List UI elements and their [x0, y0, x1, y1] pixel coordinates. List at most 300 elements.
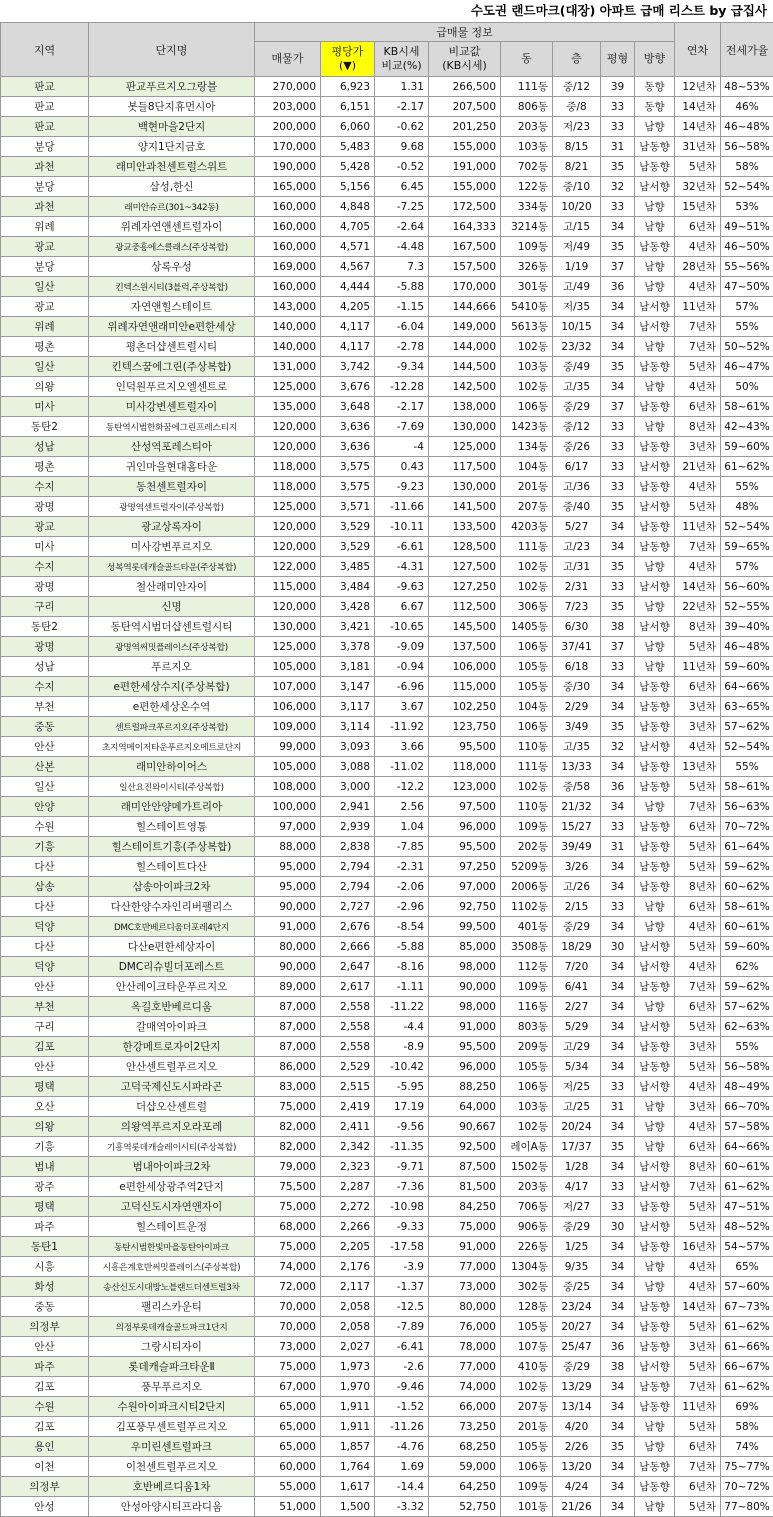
cell-complex: 옥길호반베르디움: [89, 997, 255, 1017]
cell-pyeong: 35: [601, 557, 635, 577]
table-row[interactable]: [1, 1257, 773, 1277]
cell-pyeong: 34: [601, 1257, 635, 1277]
cell-kb-diff: 7.3: [375, 257, 429, 277]
cell-complex: 다산e편한세상자이: [89, 937, 255, 957]
cell-kb-diff: -2.78: [375, 337, 429, 357]
cell-floor: 2/31: [553, 577, 601, 597]
page-title: 수도권 랜드마크(대장) 아파트 급매 리스트 by 급집사: [0, 0, 773, 22]
cell-kb-diff: -11.35: [375, 1137, 429, 1157]
table-row[interactable]: [1, 77, 773, 97]
cell-pyeong: 33: [601, 417, 635, 437]
table-row[interactable]: [1, 877, 773, 897]
cell-dong: 102동: [501, 557, 553, 577]
table-row[interactable]: [1, 657, 773, 677]
table-row[interactable]: [1, 837, 773, 857]
cell-floor: 23/24: [553, 1297, 601, 1317]
cell-per-pyeong: 4,848: [321, 197, 375, 217]
cell-region: 용인: [1, 1437, 89, 1457]
cell-jeonse: 59~62%: [721, 977, 773, 997]
cell-complex: 백현마을2단지: [89, 117, 255, 137]
cell-direction: 남향: [635, 337, 675, 357]
cell-dong: 103동: [501, 137, 553, 157]
cell-dong: 702동: [501, 157, 553, 177]
cell-per-pyeong: 6,923: [321, 77, 375, 97]
table-row[interactable]: [1, 937, 773, 957]
cell-per-pyeong: 2,794: [321, 857, 375, 877]
cell-floor: 18/29: [553, 937, 601, 957]
table-row[interactable]: [1, 1277, 773, 1297]
table-row[interactable]: [1, 557, 773, 577]
table-row[interactable]: [1, 1197, 773, 1217]
cell-per-pyeong: 3,648: [321, 397, 375, 417]
table-row[interactable]: [1, 637, 773, 657]
cell-pyeong: 37: [601, 397, 635, 417]
table-row[interactable]: [1, 1057, 773, 1077]
cell-direction: 남동향: [635, 857, 675, 877]
table-row[interactable]: [1, 137, 773, 157]
cell-price: 90,000: [255, 957, 321, 977]
table-row[interactable]: [1, 1317, 773, 1337]
cell-per-pyeong: 1,911: [321, 1397, 375, 1417]
cell-region: 수지: [1, 477, 89, 497]
cell-region: 광교: [1, 517, 89, 537]
cell-age: 6년차: [675, 1477, 721, 1497]
cell-age: 6년차: [675, 397, 721, 417]
table-row[interactable]: [1, 1497, 773, 1517]
cell-compare: 155,000: [429, 177, 501, 197]
cell-pyeong: 34: [601, 1277, 635, 1297]
cell-dong: 401동: [501, 917, 553, 937]
cell-kb-diff: -9.09: [375, 637, 429, 657]
cell-jeonse: 54~57%: [721, 1237, 773, 1257]
cell-jeonse: 61~62%: [721, 1177, 773, 1197]
cell-direction: 남향: [635, 417, 675, 437]
table-row[interactable]: [1, 677, 773, 697]
cell-complex: 래미안안양메가트리아: [89, 797, 255, 817]
cell-compare: 127,500: [429, 557, 501, 577]
cell-dong: 806동: [501, 97, 553, 117]
cell-age: 4년차: [675, 377, 721, 397]
cell-compare: 66,000: [429, 1397, 501, 1417]
header-compare-sub: (KB시세): [442, 59, 487, 72]
cell-complex: 삼성,한신: [89, 177, 255, 197]
cell-complex: DMC호반베르디움더포레4단지: [89, 917, 255, 937]
cell-compare: 87,500: [429, 1157, 501, 1177]
cell-age: 8년차: [675, 417, 721, 437]
cell-complex: 래미안하이어스: [89, 757, 255, 777]
table-row[interactable]: [1, 357, 773, 377]
cell-age: 21년차: [675, 457, 721, 477]
cell-jeonse: 52~54%: [721, 737, 773, 757]
cell-dong: 1102동: [501, 897, 553, 917]
cell-age: 16년차: [675, 1237, 721, 1257]
cell-floor: 고/26: [553, 877, 601, 897]
table-row[interactable]: [1, 437, 773, 457]
cell-region: 분당: [1, 257, 89, 277]
cell-price: 140,000: [255, 317, 321, 337]
cell-compare: 52,750: [429, 1497, 501, 1517]
cell-region: 일산: [1, 357, 89, 377]
cell-per-pyeong: 3,088: [321, 757, 375, 777]
cell-complex: 평촌더샵센트럴시티: [89, 337, 255, 357]
cell-compare: 96,000: [429, 1057, 501, 1077]
cell-age: 11년차: [675, 1397, 721, 1417]
cell-floor: 중/29: [553, 1217, 601, 1237]
header-pyeong[interactable]: 평형: [601, 42, 635, 77]
table-row[interactable]: [1, 697, 773, 717]
cell-complex: 풍무푸르지오: [89, 1377, 255, 1397]
table-row[interactable]: [1, 1157, 773, 1177]
cell-price: 190,000: [255, 157, 321, 177]
table-row[interactable]: [1, 397, 773, 417]
cell-region: 구리: [1, 597, 89, 617]
table-row[interactable]: [1, 377, 773, 397]
cell-dong: 106동: [501, 717, 553, 737]
cell-price: 108,000: [255, 777, 321, 797]
cell-kb-diff: -1.37: [375, 1277, 429, 1297]
cell-price: 87,000: [255, 1017, 321, 1037]
table-row[interactable]: [1, 1417, 773, 1437]
cell-dong: 1304동: [501, 1257, 553, 1277]
cell-price: 65,000: [255, 1437, 321, 1457]
table-row[interactable]: [1, 997, 773, 1017]
cell-region: 평택: [1, 1197, 89, 1217]
table-row[interactable]: [1, 957, 773, 977]
cell-compare: 95,500: [429, 837, 501, 857]
cell-direction: 남서향: [635, 957, 675, 977]
table-row[interactable]: [1, 1357, 773, 1377]
cell-price: 118,000: [255, 477, 321, 497]
table-row[interactable]: [1, 1117, 773, 1137]
table-row[interactable]: [1, 1457, 773, 1477]
cell-compare: 133,500: [429, 517, 501, 537]
cell-price: 99,000: [255, 737, 321, 757]
cell-region: 부천: [1, 997, 89, 1017]
cell-complex: 안성아양시티프라디움: [89, 1497, 255, 1517]
cell-kb-diff: -3.9: [375, 1257, 429, 1277]
cell-complex: 동천센트럴자이: [89, 477, 255, 497]
table-row[interactable]: [1, 537, 773, 557]
cell-kb-diff: -8.54: [375, 917, 429, 937]
cell-jeonse: 59~62%: [721, 857, 773, 877]
cell-pyeong: 37: [601, 257, 635, 277]
sort-desc-icon: (▼): [339, 59, 356, 72]
header-per-pyeong[interactable]: [321, 42, 375, 77]
cell-age: 4년차: [675, 1277, 721, 1297]
table-row[interactable]: [1, 197, 773, 217]
table-row[interactable]: [1, 917, 773, 937]
table-row[interactable]: [1, 1017, 773, 1037]
cell-price: 131,000: [255, 357, 321, 377]
cell-jeonse: 77~80%: [721, 1497, 773, 1517]
cell-direction: 남동향: [635, 1397, 675, 1417]
cell-pyeong: 34: [601, 877, 635, 897]
table-row[interactable]: [1, 1097, 773, 1117]
table-row[interactable]: [1, 857, 773, 877]
table-row[interactable]: [1, 497, 773, 517]
header-floor[interactable]: 층: [553, 42, 601, 77]
cell-region: 안산: [1, 737, 89, 757]
table-row[interactable]: [1, 717, 773, 737]
cell-dong: 102동: [501, 577, 553, 597]
cell-price: 60,000: [255, 1457, 321, 1477]
cell-jeonse: 52~54%: [721, 517, 773, 537]
cell-dong: 104동: [501, 457, 553, 477]
cell-dong: 105동: [501, 657, 553, 677]
table-row[interactable]: [1, 1397, 773, 1417]
cell-kb-diff: 3.66: [375, 737, 429, 757]
cell-price: 105,000: [255, 657, 321, 677]
table-row[interactable]: [1, 1237, 773, 1257]
table-row[interactable]: [1, 1297, 773, 1317]
cell-dong: 5209동: [501, 857, 553, 877]
cell-per-pyeong: 2,419: [321, 1097, 375, 1117]
cell-compare: 91,000: [429, 1237, 501, 1257]
table-row[interactable]: [1, 157, 773, 177]
table-row[interactable]: [1, 337, 773, 357]
cell-direction: 남동향: [635, 877, 675, 897]
header-direction[interactable]: 방향: [635, 42, 675, 77]
table-row[interactable]: [1, 1477, 773, 1497]
table-row[interactable]: [1, 897, 773, 917]
cell-jeonse: 65%: [721, 1257, 773, 1277]
cell-complex: 힐스테이트운정: [89, 1217, 255, 1237]
cell-price: 135,000: [255, 397, 321, 417]
table-row[interactable]: [1, 577, 773, 597]
cell-compare: 85,000: [429, 937, 501, 957]
cell-price: 89,000: [255, 977, 321, 997]
cell-age: 7년차: [675, 317, 721, 337]
cell-dong: 105동: [501, 1437, 553, 1457]
table-row[interactable]: [1, 1217, 773, 1237]
cell-price: 75,000: [255, 1357, 321, 1377]
cell-pyeong: 33: [601, 97, 635, 117]
cell-region: 안성: [1, 1497, 89, 1517]
cell-direction: 남향: [635, 557, 675, 577]
table-row[interactable]: [1, 277, 773, 297]
cell-region: 이천: [1, 1457, 89, 1477]
cell-per-pyeong: 3,421: [321, 617, 375, 637]
cell-age: 11년차: [675, 517, 721, 537]
header-dong[interactable]: 동: [501, 42, 553, 77]
table-row[interactable]: [1, 757, 773, 777]
cell-region: 일산: [1, 277, 89, 297]
table-row[interactable]: [1, 477, 773, 497]
table-row[interactable]: [1, 1137, 773, 1157]
cell-floor: 중/10: [553, 177, 601, 197]
cell-kb-diff: -11.92: [375, 717, 429, 737]
cell-age: 5년차: [675, 497, 721, 517]
cell-region: 일산: [1, 777, 89, 797]
table-row[interactable]: [1, 797, 773, 817]
cell-kb-diff: -7.25: [375, 197, 429, 217]
cell-direction: 남서향: [635, 937, 675, 957]
cell-direction: 남동향: [635, 1337, 675, 1357]
cell-direction: 남동향: [635, 1477, 675, 1497]
cell-kb-diff: -4: [375, 437, 429, 457]
cell-direction: 남동향: [635, 777, 675, 797]
cell-per-pyeong: 4,571: [321, 237, 375, 257]
cell-kb-diff: 2.56: [375, 797, 429, 817]
cell-per-pyeong: 1,617: [321, 1477, 375, 1497]
cell-kb-diff: -9.46: [375, 1377, 429, 1397]
table-row[interactable]: [1, 177, 773, 197]
cell-pyeong: 34: [601, 317, 635, 337]
cell-complex: 일산요진와이시티(주상복합): [89, 777, 255, 797]
table-row[interactable]: [1, 1177, 773, 1197]
header-compare[interactable]: [429, 42, 501, 77]
cell-complex: 동탄역시범더샵센트럴시티: [89, 617, 255, 637]
cell-age: 3년차: [675, 1097, 721, 1117]
cell-complex: 힐스테이트영통: [89, 817, 255, 837]
cell-floor: 5/27: [553, 517, 601, 537]
cell-price: 75,500: [255, 1177, 321, 1197]
cell-kb-diff: -12.2: [375, 777, 429, 797]
cell-dong: 226동: [501, 1237, 553, 1257]
cell-complex: 고덕신도시자연앤자이: [89, 1197, 255, 1217]
cell-kb-diff: -4.4: [375, 1017, 429, 1037]
cell-age: 31년차: [675, 137, 721, 157]
table-row[interactable]: [1, 977, 773, 997]
cell-complex: 성복역롯데캐슬골드타운(주상복합): [89, 557, 255, 577]
cell-dong: 301동: [501, 277, 553, 297]
cell-jeonse: 55%: [721, 1037, 773, 1057]
cell-per-pyeong: 2,411: [321, 1117, 375, 1137]
cell-pyeong: 34: [601, 957, 635, 977]
cell-per-pyeong: 3,428: [321, 597, 375, 617]
table-row[interactable]: [1, 317, 773, 337]
cell-compare: 128,500: [429, 537, 501, 557]
table-row[interactable]: [1, 217, 773, 237]
cell-floor: 저/35: [553, 297, 601, 317]
header-price[interactable]: 매물가: [255, 42, 321, 77]
cell-complex: 다산한양수자인리버팰리스: [89, 897, 255, 917]
table-row[interactable]: [1, 97, 773, 117]
header-age: 연차: [675, 23, 721, 77]
cell-region: 김포: [1, 1037, 89, 1057]
table-row[interactable]: [1, 777, 773, 797]
cell-floor: 4/17: [553, 1177, 601, 1197]
cell-price: 160,000: [255, 237, 321, 257]
cell-age: 5년차: [675, 1197, 721, 1217]
cell-direction: 남서향: [635, 317, 675, 337]
cell-region: 광교: [1, 237, 89, 257]
table-row[interactable]: [1, 297, 773, 317]
table-row[interactable]: [1, 617, 773, 637]
cell-age: 4년차: [675, 1257, 721, 1277]
cell-price: 106,000: [255, 697, 321, 717]
table-row[interactable]: [1, 237, 773, 257]
cell-complex: 호반베르디움1차: [89, 1477, 255, 1497]
header-kb-diff[interactable]: [375, 42, 429, 77]
cell-per-pyeong: 3,114: [321, 717, 375, 737]
table-body: [1, 77, 773, 1517]
cell-dong: 104동: [501, 697, 553, 717]
cell-compare: 95,500: [429, 1037, 501, 1057]
cell-dong: 106동: [501, 1077, 553, 1097]
cell-dong: 112동: [501, 957, 553, 977]
cell-compare: 97,250: [429, 857, 501, 877]
cell-region: 미사: [1, 537, 89, 557]
cell-direction: 남서향: [635, 617, 675, 637]
table-row[interactable]: [1, 457, 773, 477]
cell-kb-diff: 17.19: [375, 1097, 429, 1117]
cell-compare: 68,250: [429, 1437, 501, 1457]
cell-per-pyeong: 3,676: [321, 377, 375, 397]
cell-jeonse: 63~65%: [721, 697, 773, 717]
cell-direction: 남동향: [635, 817, 675, 837]
cell-region: 의왕: [1, 1117, 89, 1137]
cell-per-pyeong: 2,058: [321, 1317, 375, 1337]
cell-kb-diff: 6.45: [375, 177, 429, 197]
cell-compare: 90,000: [429, 977, 501, 997]
cell-per-pyeong: 2,272: [321, 1197, 375, 1217]
cell-direction: 남향: [635, 1277, 675, 1297]
table-row[interactable]: [1, 117, 773, 137]
cell-jeonse: 57~62%: [721, 997, 773, 1017]
cell-pyeong: 33: [601, 897, 635, 917]
cell-price: 120,000: [255, 597, 321, 617]
cell-per-pyeong: 3,575: [321, 477, 375, 497]
cell-pyeong: 31: [601, 1097, 635, 1117]
cell-pyeong: 35: [601, 237, 635, 257]
table-row[interactable]: [1, 517, 773, 537]
cell-per-pyeong: 4,117: [321, 337, 375, 357]
cell-pyeong: 34: [601, 757, 635, 777]
cell-age: 3년차: [675, 697, 721, 717]
cell-complex: 더샵오산센트럴: [89, 1097, 255, 1117]
table-row[interactable]: [1, 1077, 773, 1097]
cell-per-pyeong: 4,117: [321, 317, 375, 337]
cell-direction: 남동향: [635, 677, 675, 697]
cell-dong: 207동: [501, 1397, 553, 1417]
table-row[interactable]: [1, 1377, 773, 1397]
cell-price: 80,000: [255, 937, 321, 957]
table-row[interactable]: [1, 737, 773, 757]
table-row[interactable]: [1, 817, 773, 837]
table-row[interactable]: [1, 1037, 773, 1057]
cell-floor: 저/25: [553, 1077, 601, 1097]
cell-jeonse: 50%: [721, 377, 773, 397]
cell-direction: 남동향: [635, 1317, 675, 1337]
cell-direction: 남향: [635, 1257, 675, 1277]
cell-compare: 130,000: [429, 417, 501, 437]
cell-direction: 남향: [635, 1497, 675, 1517]
cell-dong: 3508동: [501, 937, 553, 957]
cell-direction: 남향: [635, 797, 675, 817]
cell-kb-diff: -10.98: [375, 1197, 429, 1217]
header-kb-diff-sub: 비교(%): [381, 59, 421, 72]
cell-direction: 남향: [635, 1097, 675, 1117]
table-row[interactable]: [1, 417, 773, 437]
table-row[interactable]: [1, 597, 773, 617]
cell-per-pyeong: 2,558: [321, 1017, 375, 1037]
table-row[interactable]: [1, 1437, 773, 1457]
cell-age: 8년차: [675, 617, 721, 637]
cell-pyeong: 34: [601, 377, 635, 397]
cell-compare: 99,500: [429, 917, 501, 937]
table-row[interactable]: [1, 257, 773, 277]
cell-jeonse: 57~60%: [721, 1277, 773, 1297]
cell-complex: 한강메트로자이2단지: [89, 1037, 255, 1057]
cell-age: 13년차: [675, 757, 721, 777]
cell-jeonse: 59~60%: [721, 437, 773, 457]
cell-dong: 410동: [501, 1357, 553, 1377]
cell-dong: 105동: [501, 1057, 553, 1077]
cell-per-pyeong: 2,205: [321, 1237, 375, 1257]
cell-price: 65,000: [255, 1417, 321, 1437]
table-row[interactable]: [1, 1337, 773, 1357]
